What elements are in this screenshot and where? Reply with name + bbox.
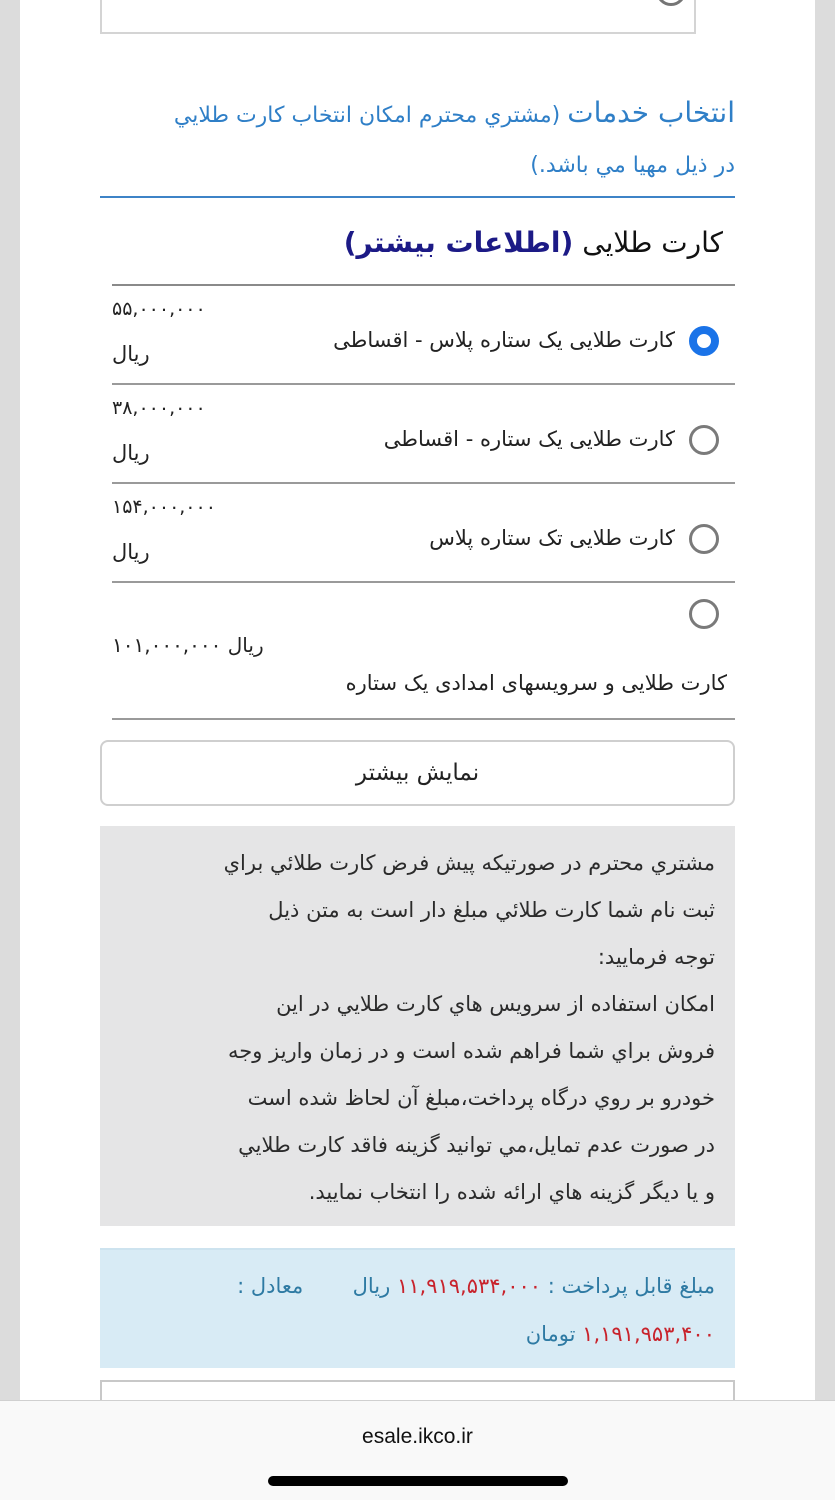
option-unit: ریال bbox=[112, 540, 150, 564]
option-label: کارت طلایی تک ستاره پلاس bbox=[429, 526, 675, 550]
option-label: کارت طلایی یک ستاره - اقساطی bbox=[383, 427, 675, 451]
browser-bottom-bar bbox=[0, 1400, 835, 1500]
notice-line: در صورت عدم تمايل،مي توانيد گزينه فاقد كارت طلايي bbox=[238, 1133, 715, 1157]
option-price-line bbox=[112, 633, 264, 657]
notice-line: مشتري محترم در صورتيکه پيش فرض کارت طلائي براي bbox=[223, 851, 715, 875]
gold-card-option[interactable] bbox=[112, 385, 735, 484]
gold-card-option[interactable] bbox=[112, 583, 735, 720]
services-heading bbox=[100, 88, 735, 191]
url-bar[interactable]: esale.ikco.ir bbox=[362, 1425, 473, 1448]
gold-card-title: کارت طلایی bbox=[582, 226, 723, 259]
services-subtitle-2: در ذيل مهيا مي باشد.) bbox=[530, 153, 735, 178]
option-price: ۱۰۱,۰۰۰,۰۰۰ bbox=[112, 633, 222, 657]
radio-button-checked[interactable] bbox=[689, 326, 719, 356]
radio-button[interactable] bbox=[689, 425, 719, 455]
option-unit: ریال bbox=[112, 441, 150, 465]
option-unit: ریال bbox=[227, 633, 264, 657]
rial-unit: ریال bbox=[352, 1274, 391, 1298]
notice-line: و يا ديگر گزينه هاي ارائه شده را انتخاب نماييد. bbox=[308, 1180, 715, 1204]
option-price: ۵۵,۰۰۰,۰۰۰ bbox=[112, 298, 206, 320]
previous-option-box[interactable] bbox=[100, 0, 696, 34]
notice-line: خودرو بر روي درگاه پرداخت،مبلغ آن لحاظ شده است bbox=[247, 1086, 715, 1110]
notice-line: توجه فرماييد: bbox=[597, 945, 715, 969]
radio-button[interactable] bbox=[689, 524, 719, 554]
notice-line: امكان استفاده از سرويس هاي كارت طلايي در اين bbox=[276, 992, 715, 1016]
toman-unit: تومان bbox=[525, 1322, 576, 1346]
services-subtitle-1: (مشتري محترم امكان انتخاب كارت طلايي bbox=[173, 103, 561, 128]
option-price: ۳۸,۰۰۰,۰۰۰ bbox=[112, 397, 206, 419]
payment-amount-toman: ۱,۱۹۱,۹۵۳,۴۰۰ bbox=[582, 1322, 715, 1346]
radio-button[interactable] bbox=[689, 599, 719, 629]
gold-card-heading bbox=[344, 226, 723, 259]
notice-line: فروش براي شما فراهم شده است و در زمان واريز وجه bbox=[228, 1039, 715, 1063]
payment-summary bbox=[100, 1248, 735, 1368]
option-label: کارت طلایی و سرویسهای امدادی یک ستاره bbox=[345, 671, 727, 695]
radio-button[interactable] bbox=[656, 0, 686, 6]
services-title: انتخاب خدمات bbox=[567, 96, 735, 129]
payment-label: مبلغ قابل پرداخت : bbox=[547, 1274, 715, 1298]
more-info-link[interactable]: (اطلاعات بیشتر) bbox=[343, 226, 574, 259]
gold-card-option[interactable] bbox=[112, 484, 735, 583]
option-unit: ریال bbox=[112, 342, 150, 366]
divider bbox=[100, 196, 735, 198]
home-indicator[interactable] bbox=[268, 1476, 568, 1486]
gold-card-notice bbox=[100, 826, 735, 1226]
payment-amount-rial: ۱۱,۹۱۹,۵۳۴,۰۰۰ bbox=[396, 1274, 542, 1298]
show-more-button[interactable]: نمایش بیشتر bbox=[100, 740, 735, 806]
notice-line: ثبت نام شما کارت طلائي مبلغ دار است به متن ذيل bbox=[268, 898, 715, 922]
option-label: کارت طلایی یک ستاره پلاس - اقساطی bbox=[333, 328, 675, 352]
gold-card-option[interactable] bbox=[112, 286, 735, 385]
option-price: ۱۵۴,۰۰۰,۰۰۰ bbox=[112, 496, 216, 518]
equivalent-label: معادل : bbox=[237, 1274, 304, 1298]
